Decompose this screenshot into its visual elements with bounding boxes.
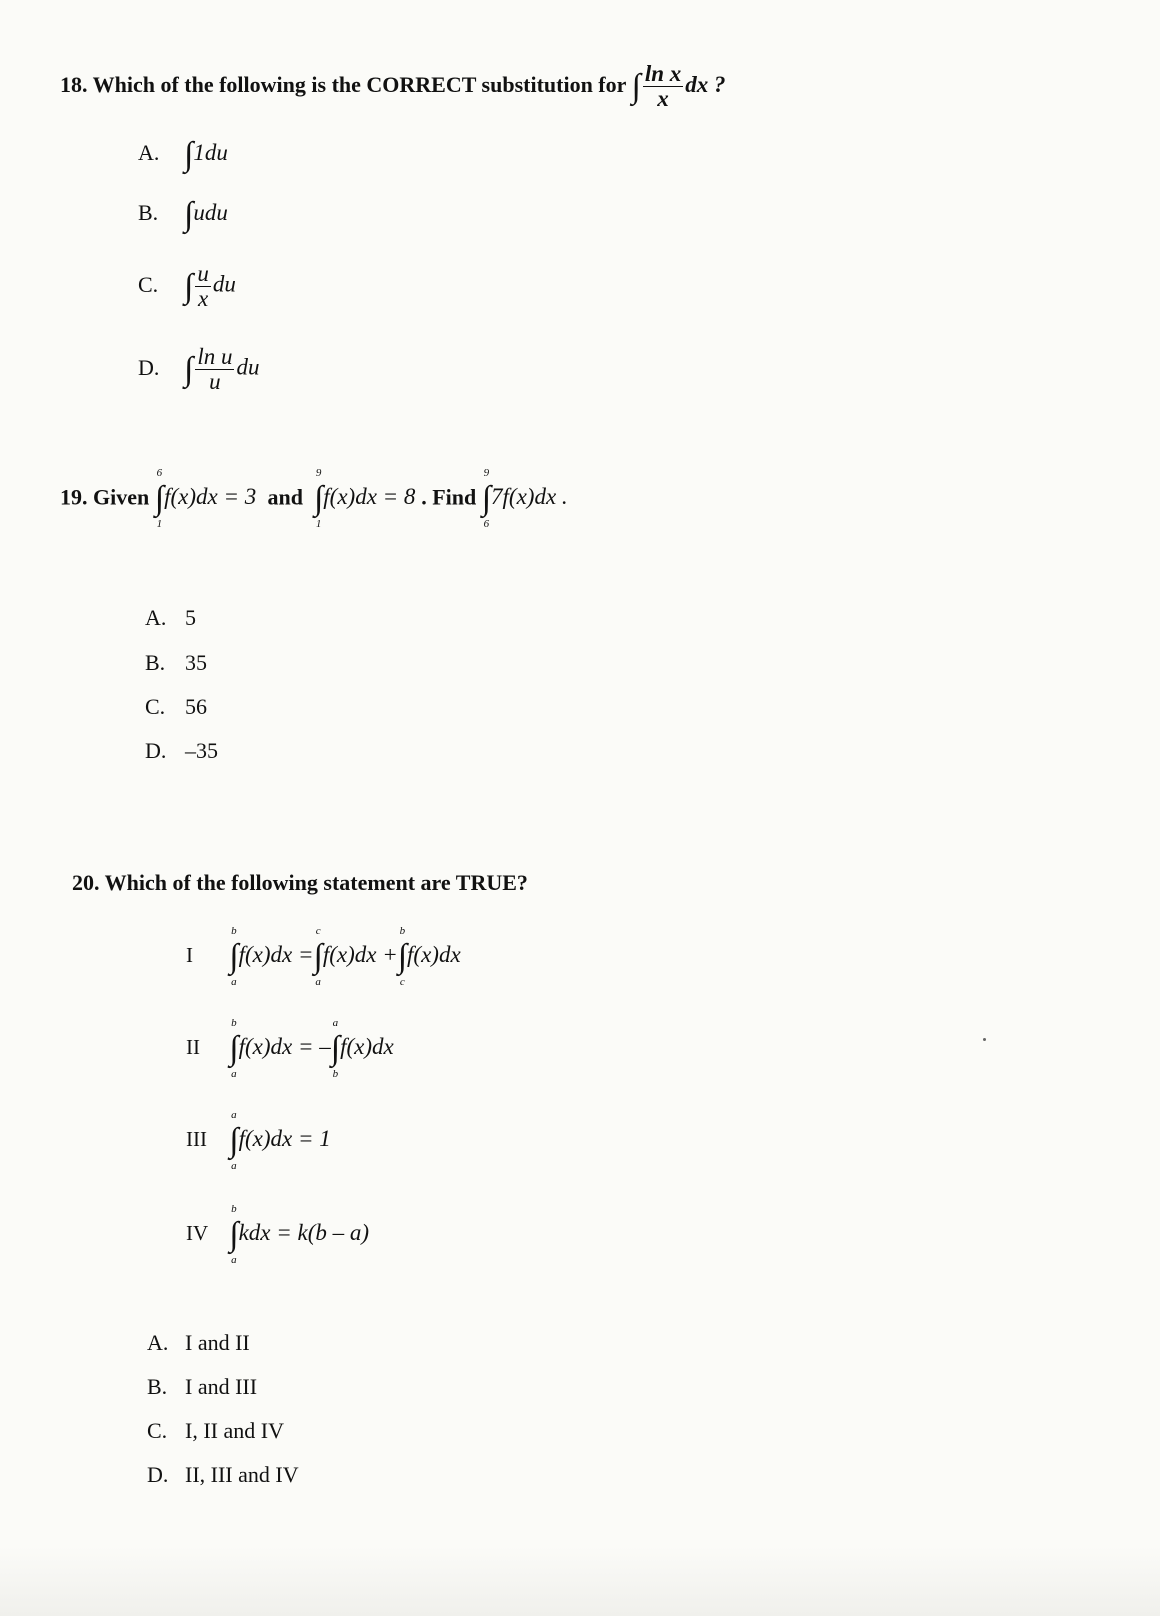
- option-value: 56: [185, 694, 207, 719]
- integral-body: f(x)dx = 3: [164, 484, 257, 510]
- q18-stem: [60, 62, 726, 111]
- speck-mark: [983, 1038, 986, 1041]
- option-letter: D.: [145, 738, 167, 763]
- q19-option-c[interactable]: [145, 694, 207, 720]
- page-bottom-shadow: [0, 1546, 1160, 1616]
- lower-limit: 6: [483, 518, 490, 530]
- upper-limit: a: [231, 1109, 237, 1121]
- q19-and: and: [267, 484, 303, 510]
- q20-statement-iv: IV ∫ b a kdx = k(b – a): [186, 1203, 370, 1266]
- lower-limit: c: [399, 976, 405, 988]
- q19-integral-2: ∫ 9 1 f(x)dx = 8: [313, 467, 416, 530]
- q20-statement-i: I ∫ b a f(x)dx =∫ c a f(x)dx +∫ b c f(x)dx: [186, 925, 461, 988]
- integral-body: kdx = k(b – a): [238, 1220, 370, 1246]
- q20-text-after: ?: [516, 870, 528, 895]
- lower-limit: a: [231, 976, 237, 988]
- option-diff: du: [212, 271, 236, 297]
- option-expr: udu: [193, 200, 228, 226]
- option-value: 5: [185, 605, 196, 630]
- option-expr: 1du: [193, 140, 228, 166]
- q19-option-a[interactable]: [145, 605, 196, 631]
- option-den: u: [209, 369, 221, 395]
- upper-limit: 9: [483, 467, 490, 479]
- option-letter: C.: [138, 271, 159, 297]
- option-den: x: [197, 286, 209, 312]
- upper-limit: a: [332, 1017, 339, 1029]
- lower-limit: 1: [156, 518, 163, 530]
- integral-body: f(x)dx =: [238, 942, 314, 968]
- option-value: 35: [185, 650, 207, 675]
- integral-body: f(x)dx = 8: [323, 484, 416, 510]
- q18-differential: dx ?: [685, 71, 726, 97]
- q20-emphasis: TRUE: [455, 870, 517, 895]
- option-value: I, II and IV: [185, 1418, 284, 1443]
- option-letter: A.: [138, 140, 160, 166]
- option-value: II, III and IV: [185, 1462, 299, 1487]
- option-letter: D.: [138, 354, 160, 380]
- q19-integral-3: ∫ 9 6 7f(x)dx .: [481, 467, 568, 530]
- q18-option-d[interactable]: D. ∫ $\frac{\text{ln u}}{u}$ du: [138, 344, 260, 395]
- q18-emphasis: CORRECT: [366, 71, 477, 97]
- integral-body: f(x)dx +: [322, 942, 398, 968]
- q19-stem: [60, 467, 568, 530]
- q18-option-b[interactable]: B. ∫udu: [138, 196, 228, 233]
- q20-statement-ii: II ∫ b a f(x)dx = –∫ a b f(x)dx: [186, 1017, 394, 1080]
- integral-body: f(x)dx: [407, 942, 461, 968]
- option-diff: du: [236, 354, 260, 380]
- q20-option-a[interactable]: [147, 1330, 250, 1356]
- q19-option-b[interactable]: [145, 650, 207, 676]
- upper-limit: 6: [156, 467, 163, 479]
- roman-numeral: IV: [186, 1221, 209, 1246]
- option-value: I and II: [185, 1330, 250, 1355]
- q20-statement-iii: III ∫ a a f(x)dx = 1: [186, 1109, 331, 1172]
- q20-option-c[interactable]: [147, 1418, 284, 1444]
- q18-text: Which of the following is the: [92, 71, 367, 97]
- upper-limit: c: [315, 925, 321, 937]
- lower-limit: a: [231, 1254, 237, 1266]
- roman-numeral: I: [186, 943, 193, 968]
- integral-body: f(x)dx = 1: [238, 1126, 331, 1152]
- lower-limit: 1: [315, 518, 322, 530]
- lower-limit: b: [332, 1068, 339, 1080]
- q19-option-d[interactable]: [145, 738, 218, 764]
- integral-body: f(x)dx: [340, 1034, 394, 1060]
- lower-limit: a: [315, 976, 321, 988]
- q20-text: Which of the following statement are: [104, 870, 456, 895]
- integral-body: f(x)dx = –: [238, 1034, 331, 1060]
- q20-option-b[interactable]: [147, 1374, 257, 1400]
- q19-given: Given: [93, 484, 150, 510]
- q18-text-after: substitution for: [476, 71, 626, 97]
- option-letter: B.: [147, 1374, 168, 1399]
- q19-number: 19.: [60, 484, 88, 510]
- q18-option-a[interactable]: A. ∫1du: [138, 136, 228, 173]
- option-num: ln u: [197, 344, 233, 369]
- q18-integrand-num: ln x: [644, 61, 682, 86]
- q20-option-d[interactable]: [147, 1462, 299, 1488]
- option-value: I and III: [185, 1374, 258, 1399]
- q18-integrand-den: x: [657, 86, 669, 112]
- integral-body: 7f(x)dx .: [491, 484, 568, 510]
- q20-number: 20.: [72, 870, 100, 895]
- upper-limit: b: [231, 1017, 237, 1029]
- roman-numeral: II: [186, 1035, 200, 1060]
- option-letter: A.: [145, 605, 167, 630]
- option-value: –35: [185, 738, 218, 763]
- option-letter: B.: [138, 200, 159, 226]
- q20-stem: [72, 870, 528, 896]
- q19-integral-1: ∫ 6 1 f(x)dx = 3: [154, 467, 257, 530]
- lower-limit: a: [231, 1068, 237, 1080]
- roman-numeral: III: [186, 1127, 207, 1152]
- q18-number: 18.: [60, 71, 88, 97]
- upper-limit: b: [231, 1203, 237, 1215]
- option-letter: C.: [147, 1418, 168, 1443]
- option-letter: A.: [147, 1330, 169, 1355]
- upper-limit: b: [231, 925, 237, 937]
- option-letter: B.: [145, 650, 166, 675]
- upper-limit: b: [399, 925, 406, 937]
- option-letter: D.: [147, 1462, 169, 1487]
- q18-option-c[interactable]: C. ∫ $\frac{u}{x}$ du: [138, 261, 236, 312]
- lower-limit: a: [231, 1160, 237, 1172]
- integral-sign: ∫: [631, 67, 641, 105]
- option-letter: C.: [145, 694, 166, 719]
- upper-limit: 9: [315, 467, 322, 479]
- q19-find: . Find: [421, 484, 477, 510]
- q18-integral: [631, 61, 726, 112]
- option-num: u: [197, 261, 209, 286]
